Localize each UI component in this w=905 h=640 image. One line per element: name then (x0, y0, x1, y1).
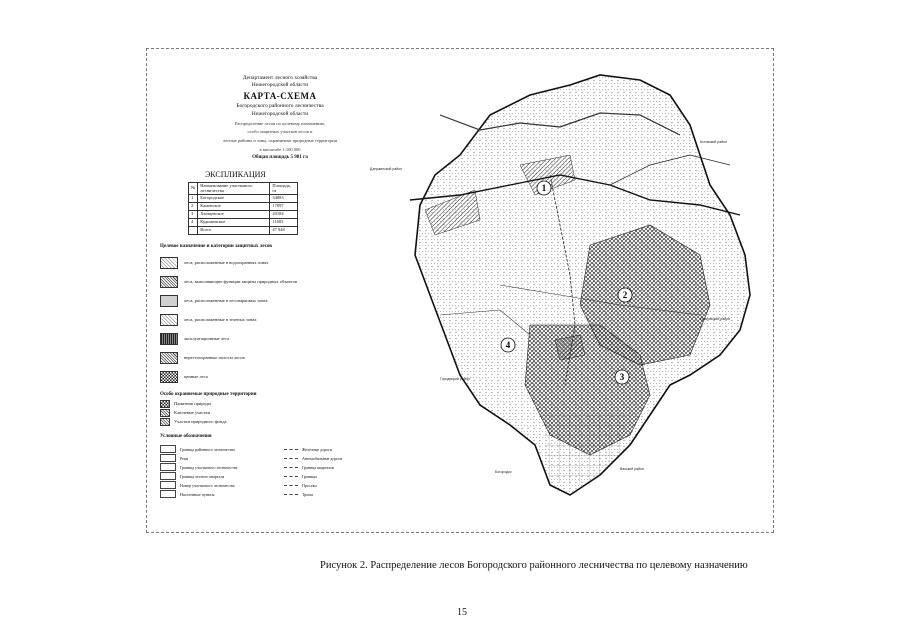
legend-label: леса, расположенные в водоохранных зонах (184, 260, 269, 266)
legend-swatch (160, 276, 178, 288)
oopt-item (160, 400, 400, 407)
map-subtitle-line2: Нижегородской области (251, 110, 309, 117)
oopt-swatch (160, 418, 170, 426)
legend-section-purpose: Целевое назначение и категории защитных лесов (160, 243, 273, 249)
symbol-line (284, 494, 298, 495)
symbol-label: Граница кварталов (302, 464, 335, 470)
explication-cell: 47 948 (270, 226, 298, 234)
svg-text:3: 3 (619, 372, 625, 382)
legend-item (160, 257, 400, 269)
legend-label: эксплуатационные леса (184, 336, 230, 342)
explication-cell: 3 (189, 210, 198, 218)
map-legend (160, 75, 403, 525)
legend-label: леса, выполняющие функции защиты природных объектов (184, 279, 297, 285)
explication-row (189, 218, 298, 226)
explication-cell: 17097 (270, 202, 298, 210)
legend-section-symbols: Условные обозначения (160, 434, 212, 440)
svg-text:1: 1 (541, 183, 547, 193)
map-note-line4: в масштабе 1:100 000 (259, 146, 301, 152)
figure-caption: Рисунок 2. Распределение лесов Богородского районного лесничества по целевому назначению (320, 560, 748, 571)
symbol-item (284, 445, 400, 454)
explication-cell: 11683 (270, 218, 298, 226)
place-label-5: Богородск (495, 470, 512, 474)
map-header-line2: Нижегородской области (251, 81, 309, 88)
explication-table (188, 182, 298, 235)
forest-map (370, 55, 765, 510)
symbol-label: Тропы (302, 491, 314, 497)
explication-cell: Хвощевское (198, 210, 270, 218)
symbol-label: Границы (302, 473, 317, 479)
explication-cell: 2 (189, 202, 198, 210)
symbol-label: Граница участкового лесничества (180, 464, 238, 470)
district-marker-2 (618, 288, 632, 302)
legend-swatch (160, 371, 178, 383)
map-note-line1: Распределение лесов по целевому назначению, (234, 120, 326, 126)
symbol-box (160, 454, 176, 462)
legend-item (160, 314, 400, 326)
legend-items (160, 257, 400, 383)
legend-swatch (160, 295, 178, 307)
explication-cell: № (189, 182, 198, 194)
symbol-label: Автомобильные дороги (302, 455, 343, 461)
explication-cell: 34083 (270, 194, 298, 202)
oopt-label: Памятник природы (174, 400, 212, 406)
oopt-swatch (160, 400, 170, 408)
legend-item (160, 371, 400, 383)
svg-text:4: 4 (505, 340, 511, 350)
oopt-swatch (160, 409, 170, 417)
map-title: КАРТА-СХЕМА (243, 90, 317, 101)
svg-text:2: 2 (622, 290, 628, 300)
symbol-label: Просеки (302, 482, 317, 488)
legend-item (160, 295, 400, 307)
legend-label: леса, расположенные в зеленых зонах (184, 317, 257, 323)
explication-cell: Кудьминское (198, 218, 270, 226)
explication-row (189, 182, 298, 194)
place-label-2: Павловский район (700, 317, 730, 321)
page-number: 15 (457, 607, 467, 618)
symbol-box (160, 445, 176, 453)
place-label-3: Вачский район (620, 467, 644, 471)
explication-cell: 20184 (270, 210, 298, 218)
legend-item (160, 276, 400, 288)
place-label-0: Кстовский район (700, 140, 728, 144)
legend-label: ценные леса (184, 374, 208, 380)
legend-symbols (160, 445, 400, 499)
legend-section-oopt: Особо охраняемые природные территории (160, 392, 257, 397)
explication-row (189, 226, 298, 234)
symbol-box (160, 472, 176, 480)
district-marker-3 (615, 370, 629, 384)
symbol-item (284, 463, 400, 472)
legend-swatch (160, 333, 178, 345)
symbol-item (284, 472, 400, 481)
explication-cell: Богородское (198, 194, 270, 202)
symbol-item (160, 490, 276, 499)
symbol-line (284, 485, 298, 486)
symbol-item (284, 454, 400, 463)
explication-row (189, 210, 298, 218)
symbol-box (160, 463, 176, 471)
legend-item (160, 352, 400, 364)
symbol-box (160, 490, 176, 498)
explication-row (189, 194, 298, 202)
symbol-line (284, 467, 298, 468)
legend-label: леса, расположенные в лесопарковых зонах (184, 298, 268, 304)
legend-oopt-items (160, 400, 400, 425)
explication-cell (189, 226, 198, 234)
map-total-area: Общая площадь 5 981 га (252, 155, 308, 161)
symbol-label: Реки (180, 455, 189, 461)
symbol-label: Номер участкового лесничества (180, 482, 235, 488)
explication-title: ЭКСПЛИКАЦИЯ (205, 169, 266, 179)
symbol-item (160, 445, 276, 454)
symbol-label: Населенные пункты (180, 491, 215, 497)
legend-label: нерестоохранные полосы лесов (184, 355, 245, 361)
oopt-item (160, 418, 400, 425)
explication-cell: 1 (189, 194, 198, 202)
symbol-line (284, 476, 298, 477)
place-label-1: Дзержинский район (370, 167, 403, 171)
place-label-4: Городецкий район (440, 377, 470, 381)
legend-item (160, 333, 400, 345)
symbol-item (160, 472, 276, 481)
explication-cell: Каменское (198, 202, 270, 210)
legend-swatch (160, 257, 178, 269)
symbol-box (160, 481, 176, 489)
explication-cell: Наименование участкового лесничества (198, 182, 270, 194)
explication-row (189, 202, 298, 210)
explication-cell: Площадь, га (270, 182, 298, 194)
district-marker-1 (537, 181, 551, 195)
map-subtitle-line1: Богородского районного лесничества (236, 103, 324, 109)
oopt-item (160, 409, 400, 416)
symbol-item (160, 454, 276, 463)
symbol-item (160, 463, 276, 472)
explication-cell: Всего (198, 226, 270, 234)
symbol-label: Граница районного лесничества (180, 446, 235, 452)
oopt-label: Участки природного фонда (174, 418, 227, 424)
map-note-line2: особо защитных участков лесов и (247, 129, 313, 135)
oopt-label: Ключевые участки (174, 409, 211, 415)
map-header-line1: Департамент лесного хозяйства (242, 75, 318, 81)
district-marker-4 (501, 338, 515, 352)
symbol-label: Железные дороги (302, 446, 332, 452)
symbol-label: Граница лесного квартала (180, 473, 225, 479)
explication-cell: 4 (189, 218, 198, 226)
legend-swatch (160, 314, 178, 326)
symbol-line (284, 458, 298, 459)
map-note-line3: лесные районы и зоны, охраняемые природные территории (222, 138, 338, 143)
symbol-item (284, 490, 400, 499)
symbol-item (284, 481, 400, 490)
symbol-line (284, 449, 298, 450)
legend-swatch (160, 352, 178, 364)
symbol-item (160, 481, 276, 490)
